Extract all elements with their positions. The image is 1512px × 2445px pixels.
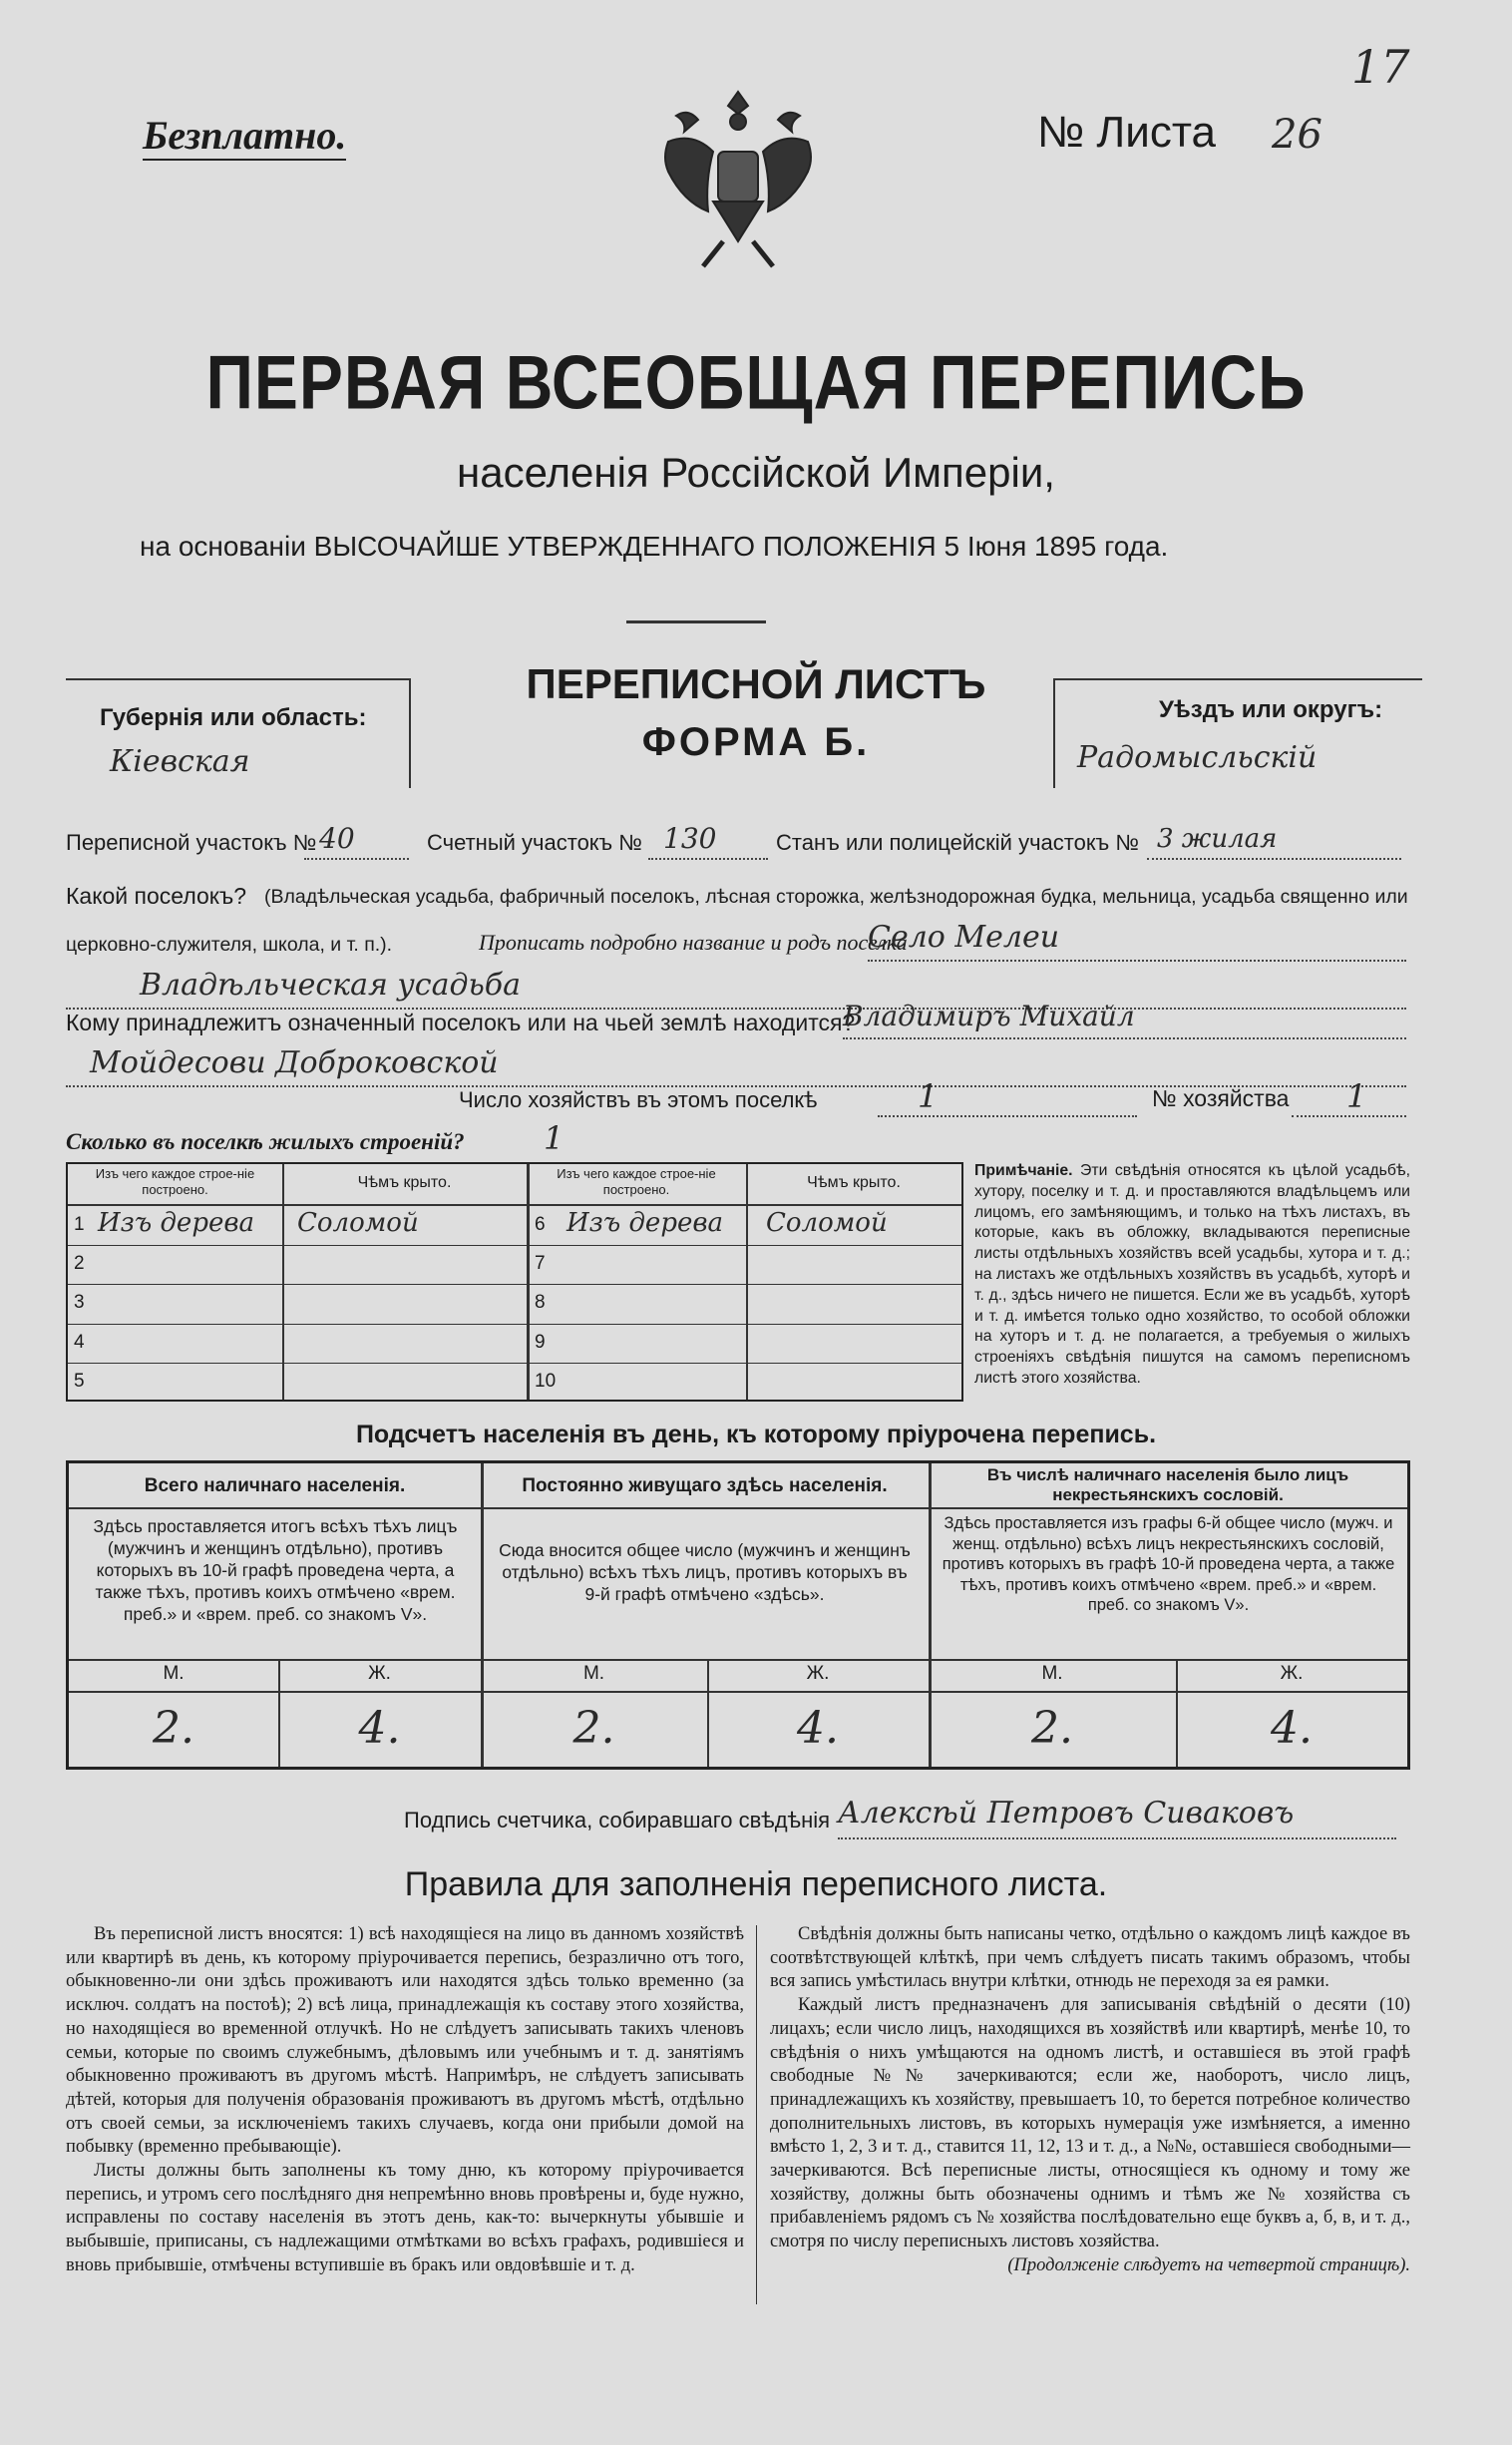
rules-continued: (Продолженіе слѣдуетъ на четвертой страницѣ).	[1007, 2254, 1410, 2275]
pop-col3-title: Въ числѣ наличнаго населенія было лицъ некрестьянскихъ сословій.	[986, 1465, 1349, 1504]
rules-right-column	[770, 1923, 1410, 2278]
sheet-number-value: 26	[1272, 112, 1323, 158]
settlement-label: Какой поселокъ?	[66, 883, 247, 909]
row-number: 4	[74, 1331, 85, 1353]
pop-col3-m-label: М.	[1041, 1663, 1063, 1684]
col-material-header-right: Изъ чего каждое строе-ніе построено.	[557, 1166, 716, 1197]
row-number: 8	[535, 1292, 546, 1314]
signature-value: Алексѣй Петровъ Сиваковъ	[838, 1796, 1295, 1831]
pop-col1-desc: Здѣсь проставляется итогъ всѣхъ тѣхъ лицъ (мужчинъ и женщинъ отдѣльно), противъ которыхъ въ 10-й графѣ проведена черта, а также тѣхъ, противъ коихъ отмѣчено «врем. преб.» и «врем. преб. со знакомъ V».	[93, 1516, 458, 1624]
census-area-value: 40	[319, 822, 355, 855]
free-label: Безплатно.	[143, 112, 346, 161]
population-heading: Подсчетъ населенія въ день, къ которому пріурочена перепись.	[355, 1421, 1157, 1448]
rules-left-paragraph: Листы должны быть заполнены къ тому дню, къ которому пріурочивается перепись, и утромъ сего послѣдняго дня непремѣнно вновь провѣрены и, буде нужно, исправлены по составу населенія въ этотъ день, как-то: вычеркнуты убывшіе и выбывшіе, приписаны, съ надлежащими отмѣтками во всѣхъ графахъ, родившіеся и вновь прибывшіе, отмѣчены вступившіе въ бракъ или овдовѣвшіе и т. д.	[66, 2161, 744, 2275]
pop-col2-f-value: 4.	[797, 1703, 839, 1754]
pop-col2-title: Постоянно живущаго здѣсь населенія.	[522, 1475, 888, 1496]
row-number: 6	[535, 1214, 546, 1235]
col-roof-header-right: Чѣмъ крыто.	[807, 1174, 901, 1191]
stan-label: Станъ или полицейскій участокъ №	[776, 830, 1139, 855]
owner-value-2: Мойдесови Доброковской	[90, 1045, 499, 1080]
pop-col1-m-value: 2.	[153, 1703, 194, 1754]
buildings-note	[974, 1161, 1410, 1390]
pop-col3-f-value: 4.	[1271, 1703, 1313, 1754]
owner-value: Владимиръ Михайл	[843, 1000, 1135, 1032]
row-roof: Соломой	[297, 1208, 419, 1238]
row-number: 2	[74, 1253, 85, 1275]
row-number: 1	[74, 1214, 85, 1235]
district-value: Радомысльскій	[1077, 740, 1318, 775]
pop-col3-m-value: 2.	[1031, 1703, 1073, 1754]
pop-col3-f-label: Ж.	[1280, 1663, 1304, 1684]
table-row-divider	[68, 1245, 961, 1246]
pop-col3-desc: Здѣсь проставляется изъ графы 6-й общее число (мужч. и женщ. отдѣльно) всѣхъ лицъ некрестьянскихъ сословій, противъ которыхъ въ графѣ 10-й проведена черта, а также тѣхъ, противъ коихъ отмѣчено «врем. преб.» и «врем. преб. со знакомъ V».	[942, 1514, 1395, 1614]
table-row-divider	[68, 1324, 961, 1325]
row-number: 7	[535, 1253, 546, 1275]
row-number: 5	[74, 1370, 85, 1392]
page-subtitle: населенія Россійской Имперіи,	[457, 449, 1055, 496]
stan-value: 3 жилая	[1157, 824, 1278, 854]
row-number: 10	[535, 1370, 557, 1392]
pop-col1-f-label: Ж.	[368, 1663, 391, 1684]
title-divider	[626, 620, 766, 623]
page-title: ПЕРВАЯ ВСЕОБЩАЯ ПЕРЕПИСЬ	[205, 339, 1307, 425]
sheet-number-label: № Листа	[1037, 108, 1217, 157]
rules-heading: Правила для заполненія переписного листа.	[404, 1865, 1108, 1903]
province-value: Кіевская	[110, 744, 250, 779]
household-no-label: № хозяйства	[1152, 1085, 1290, 1111]
province-label: Губернія или область:	[100, 704, 367, 731]
row-roof: Соломой	[766, 1208, 888, 1238]
col-roof-header-left: Чѣмъ крыто.	[357, 1174, 452, 1191]
buildings-table	[66, 1162, 963, 1402]
settlement-hint: (Владѣльческая усадьба, фабричный поселокъ, лѣсная сторожка, желѣзнодорожная будка, мельница, усадьба священно или	[264, 886, 1408, 908]
row-number: 9	[535, 1331, 546, 1353]
signature-label: Подпись счетчика, собиравшаго свѣдѣнія	[404, 1808, 831, 1833]
households-label: Число хозяйствъ въ этомъ поселкѣ	[459, 1087, 818, 1112]
table-row-divider	[68, 1284, 961, 1285]
settlement-value-2: Владѣльческая усадьба	[140, 968, 522, 1003]
pop-col1-title: Всего наличнаго населенія.	[144, 1475, 406, 1496]
rules-right-paragraph: Свѣдѣнія должны быть написаны четко, отдѣльно о каждомъ лицѣ каждое въ соотвѣтствующей клѣткѣ, при чемъ слѣдуетъ писать такимъ образомъ, чтобы вся запись умѣстилась внутри клѣтки, отнюдь не переходя за ея рамки.	[770, 1924, 1410, 1992]
pop-col2-m-value: 2.	[572, 1703, 615, 1754]
households-value: 1	[918, 1077, 939, 1115]
pop-col1-m-label: М.	[163, 1663, 185, 1684]
household-no-value: 1	[1346, 1077, 1367, 1115]
owner-label: Кому принадлежитъ означенный поселокъ или на чьей землѣ находится?	[66, 1010, 856, 1035]
buildings-label: Сколько въ поселкѣ жилыхъ строеній?	[66, 1129, 465, 1154]
form-name: ФОРМА Б.	[641, 720, 871, 764]
note-text: Эти свѣдѣнія относятся къ цѣлой усадьбѣ, хутору, поселку и т. д. и проставляются владѣльцемъ или лицомъ, его замѣняющимъ, и только на тѣхъ листахъ, въ которые, какъ въ обложку, вкладываются переписные листы отдѣльныхъ хозяйствъ всей усадьбы, хутора и т. д.; на листахъ же отдѣльныхъ хозяйствъ въ усадьбѣ, хуторѣ и т. д., здѣсь ничего не пишется. Если же въ усадьбѣ, хуторѣ и т. д. имѣется только одно хозяйство, то особой обложки на хуторъ и т. д. не полагается, а требуемыя о жилыхъ строеніяхъ свѣдѣнія пишутся на самомъ переписномъ листѣ этого хозяйства.	[974, 1162, 1411, 1387]
pop-col2-m-label: М.	[582, 1663, 605, 1684]
note-label: Примѣчаніе.	[974, 1162, 1073, 1179]
count-area-value: 130	[663, 822, 717, 855]
settlement-value: Село Мелеи	[868, 920, 1060, 955]
corner-page-number: 17	[1351, 40, 1410, 94]
rules-right-paragraph: Каждый листъ предназначенъ для записыванія свѣдѣній о десяти (10) лицахъ; если число лицъ, находящихся въ хозяйствѣ или квартирѣ, менѣе 10, то свѣдѣнія о нихъ умѣщаются на одномъ листѣ, и оставшіеся въ этой графѣ свободные №№ зачеркиваются; если же, наоборотъ, число лицъ, принадлежащихъ къ хозяйству, превышаетъ 10, то берется потребное количество дополнительныхъ листовъ, въ которыхъ нумерація уже измѣняется, а именно вмѣсто 1, 2, 3 и т. д., ставится 11, 12, 13 и т. д., а №№, оставшіеся свободными—зачеркиваются. Всѣ переписные листы, относящіеся къ одному и тому же хозяйству, должны быть обозначены однимъ и тѣмъ же № хозяйства съ прибавленіемъ рядомъ съ № хозяйства послѣдовательно еще буквъ а, б, в, и т. д., смотря по числу переписныхъ листовъ хозяйства.	[770, 1995, 1410, 2252]
form-title: ПЕРЕПИСНОЙ ЛИСТЪ	[526, 660, 986, 707]
rules-left-column	[66, 1923, 744, 2278]
census-area-label: Переписной участокъ №	[66, 830, 317, 855]
settlement-hint-2: церковно-служителя, школа, и т. п.).	[66, 934, 393, 956]
pop-col2-f-label: Ж.	[806, 1663, 830, 1684]
count-area-label: Счетный участокъ №	[427, 830, 642, 855]
population-table	[66, 1460, 1410, 1770]
rules-left-paragraph: Въ переписной листъ вносятся: 1) всѣ находящіеся на лицо въ данномъ хозяйствѣ или квартирѣ въ день, къ которому пріурочивается перепись, безразлично отъ того, обыкновенно-ли они здѣсь проживаютъ или находятся здѣсь только временно (за исключ. солдатъ на постоѣ); 2) всѣ лица, принадлежащія къ составу этого хозяйства, но находящіеся во временной отлучкѣ. Но не слѣдуетъ записывать такихъ членовъ семьи, которые по своимъ служебнымъ, дѣловымъ или учебнымъ и т. д. занятіямъ обыкновенно проживаютъ въ другомъ мѣстѣ. Напримѣръ, не слѣдуетъ записывать дѣтей, которыя для полученія образованія проживаютъ въ другомъ мѣстѣ, отдѣльно отъ своей семьи, за исключеніемъ такихъ случаевъ, когда они прибыли домой на побывку (временно пребывающіе).	[66, 1924, 744, 2158]
pop-col2-desc: Сюда вносится общее число (мужчинъ и женщинъ отдѣльно) всѣхъ тѣхъ лицъ, противъ которыхъ въ 9-й графѣ отмѣчено «здѣсь».	[499, 1540, 911, 1604]
table-row-divider	[68, 1363, 961, 1364]
pop-col1-f-value: 4.	[358, 1703, 401, 1754]
row-material: Изъ дерева	[567, 1208, 723, 1238]
col-material-header-left: Изъ чего каждое строе-ніе построено.	[95, 1166, 255, 1197]
row-material: Изъ дерева	[98, 1208, 254, 1238]
imperial-eagle-icon	[638, 82, 838, 281]
settlement-instruction: Прописать подробно название и родъ поселка	[479, 930, 908, 955]
row-number: 3	[74, 1292, 85, 1314]
district-label: Уѣздъ или округъ:	[1159, 696, 1383, 723]
legal-basis: на основаніи ВЫСОЧАЙШЕ УТВЕРЖДЕННАГО ПОЛОЖЕНІЯ 5 Іюня 1895 года.	[140, 531, 1169, 562]
buildings-value: 1	[544, 1119, 565, 1157]
